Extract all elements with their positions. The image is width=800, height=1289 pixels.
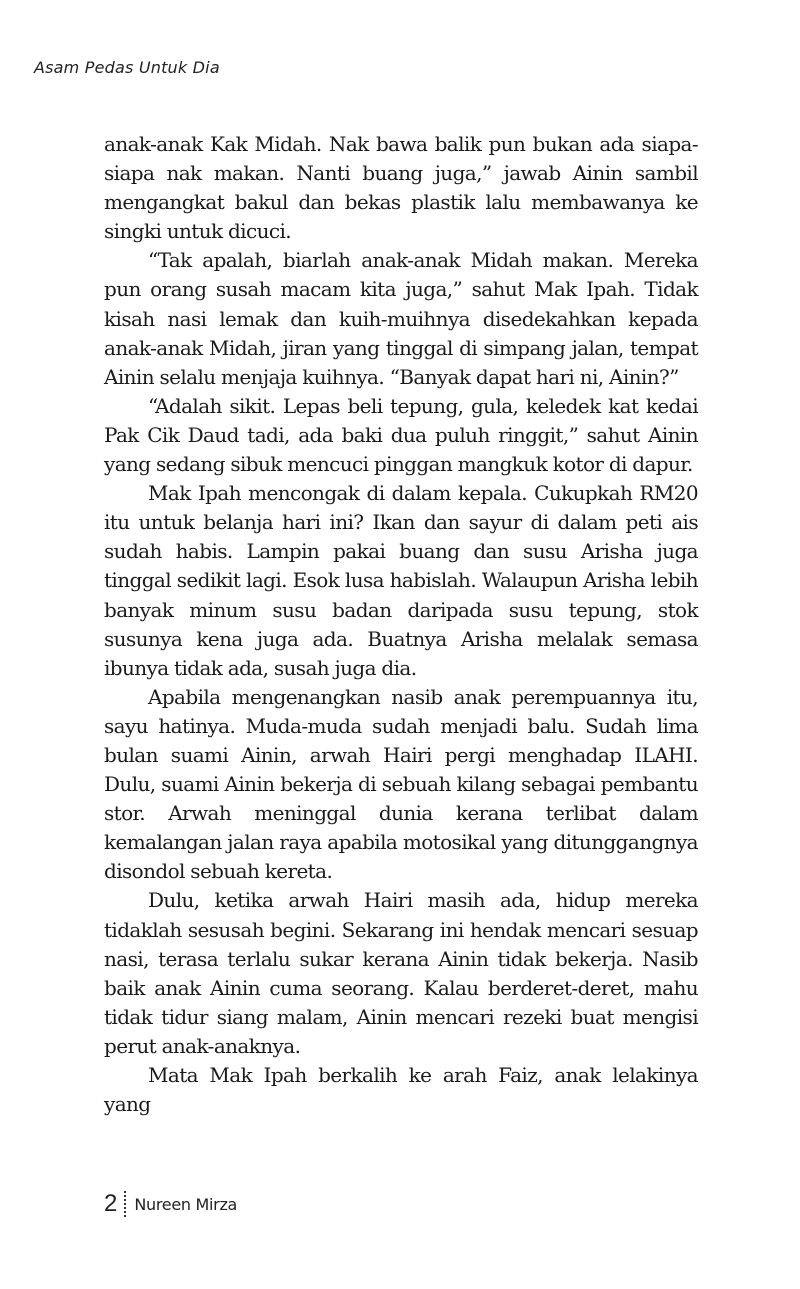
paragraph: Mak Ipah mencongak di dalam kepala. Cukupkah RM20 itu untuk belanja hari ini? Ikan dan sayur di dalam peti ais sudah habis. Lampin pakai buang dan susu Arisha juga tinggal sedikit lagi. Esok lusa habislah. Walaupun Arisha lebih banyak minum susu badan daripada susu tepung, stok susunya kena juga ada. Buatnya Arisha melalak semasa ibunya tidak ada, susah juga dia. [104,481,698,680]
paragraph: Dulu, ketika arwah Hairi masih ada, hidup mereka tidaklah sesusah begini. Sekarang ini hendak mencari sesuap nasi, terasa terlalu sukar kerana Ainin tidak bekerja. Nasib baik anak Ainin cuma seorang. Kalau berderet-deret, mahu tidak tidur siang malam, Ainin mencari rezeki buat mengisi perut anak-anaknya. [104,888,698,1058]
footer-author: Nureen Mirza [134,1194,238,1214]
paragraph: “Tak apalah, biarlah anak-anak Midah makan. Mereka pun orang susah macam kita juga,” sahut Mak Ipah. Tidak kisah nasi lemak dan kuih-muihnya disedekahkan kepada anak-anak Midah, jiran yang tinggal di simpang jalan, tempat Ainin selalu menjaja kuihnya. “Banyak dapat hari ni, Ainin?” [104,248,698,389]
paragraph: Apabila mengenangkan nasib anak perempuannya itu, sayu hatinya. Muda-muda sudah menjadi balu. Sudah lima bulan suami Ainin, arwah Hairi pergi menghadap ILAHI. Dulu, suami Ainin bekerja di sebuah kilang sebagai pembantu stor. Arwah meninggal dunia kerana terlibat dalam kemalangan jalan raya apabila motosikal yang ditunggangnya disondol sebuah kereta. [104,684,698,884]
page-number: 2 [104,1190,118,1217]
paragraph: anak-anak Kak Midah. Nak bawa balik pun bukan ada siapa-siapa nak makan. Nanti buang juga,” jawab Ainin sambil mengangkat bakul dan bekas plastik lalu membawanya ke singki untuk dicuci. [104,132,698,244]
page-footer [104,1190,237,1218]
running-header-title: Asam Pedas Untuk Dia [34,58,220,77]
paragraph: “Adalah sikit. Lepas beli tepung, gula, keledek kat kedai Pak Cik Daud tadi, ada baki dua puluh ringgit,” sahut Ainin yang sedang sibuk mencuci pinggan mangkuk kotor di dapur. [104,393,698,477]
body-text [104,130,698,1119]
footer-divider [124,1191,126,1217]
paragraph: Mata Mak Ipah berkalih ke arah Faiz, anak lelakinya yang [104,1063,698,1117]
